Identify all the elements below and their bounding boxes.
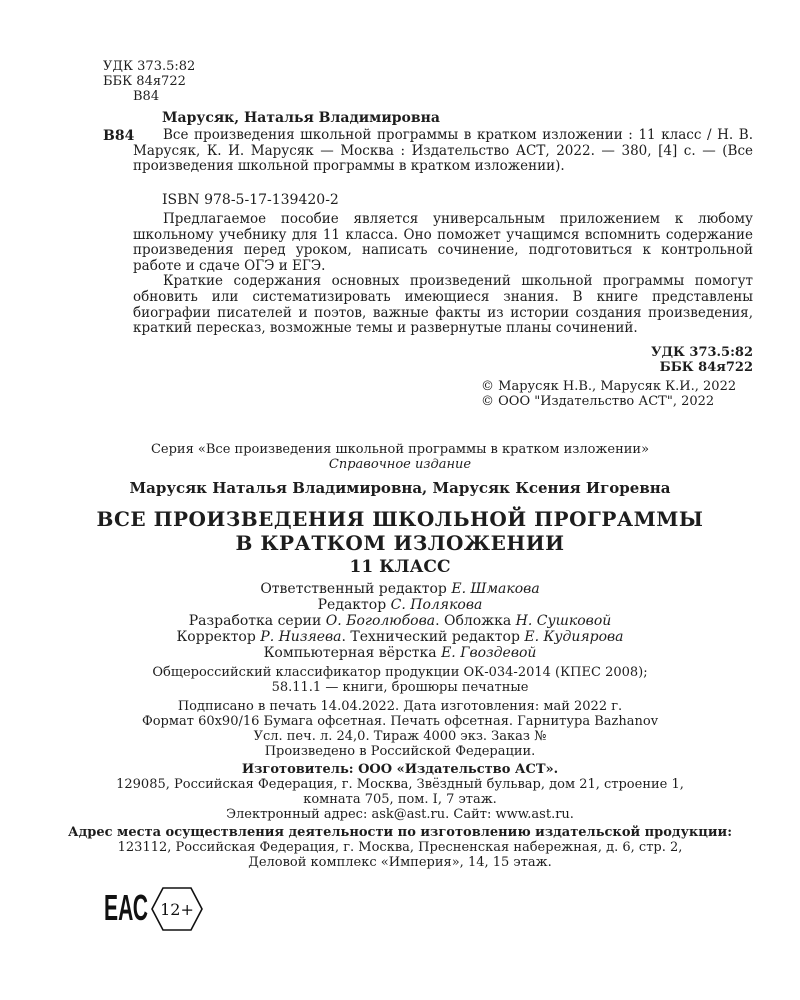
credit-name: Р. Низяева xyxy=(260,629,342,645)
eac-logo-text: ЕАС xyxy=(104,887,148,925)
credit-name: Е. Шмакова xyxy=(451,581,540,597)
catalog-author: Марусяк, Наталья Владимировна xyxy=(162,110,440,126)
abstract-paragraph-1: Предлагаемое пособие является универсальным приложением к любому школьному учебнику для 11 класса. Оно поможет учащимся вспомнить содержание произведения перед уроком, написать сочинение, подготовиться к контрольной работе и сдаче ОГЭ и ЕГЭ. xyxy=(133,211,753,274)
book-title-line-1: ВСЕ ПРОИЗВЕДЕНИЯ ШКОЛЬНОЙ ПРОГРАММЫ xyxy=(96,507,704,531)
manufacturer-address-1: 129085, Российская Федерация, г. Москва, Звёздный бульвар, дом 21, строение 1, xyxy=(116,777,684,792)
udk-code-right: УДК 373.5:82 xyxy=(650,345,753,360)
credit-name: С. Полякова xyxy=(390,597,483,613)
age-rating-text: 12+ xyxy=(160,900,194,919)
imprint-authors: Марусяк Наталья Владимировна, Марусяк Ксения Игоревна xyxy=(129,479,671,497)
abstract-paragraph-2: Краткие содержания основных произведений школьной программы помогут обновить или систематизировать имеющиеся знания. В книге представлены биографии писателей и поэтов, важные факты из истории создания произведения, краткий пересказ, возможные темы и развернутые планы сочинений. xyxy=(133,273,753,337)
manufacturer-address-2: комната 705, пом. I, 7 этаж. xyxy=(303,792,497,807)
credit-role: Компьютерная вёрстка xyxy=(263,645,442,661)
print-line: Формат 60х90/16 Бумага офсетная. Печать офсетная. Гарнитура Bazhanov xyxy=(141,714,659,729)
description-text: Все произведения школьной программы в кратком изложении : 11 класс / Н. В. Марусяк, К. И. Марусяк — Москва : Издательство АСТ, 2022. — 380, [4] с. — (Все произведения школьной программы в кратком изложении). xyxy=(133,127,753,175)
classifier-line-1: Общероссийский классификатор продукции ОК-034-2014 (КПЕС 2008); xyxy=(152,665,648,680)
book-title-line-2: В КРАТКОМ ИЗЛОЖЕНИИ xyxy=(235,531,565,555)
credit-name: Н. Сушковой xyxy=(515,613,612,629)
credit-role: . Технический редактор xyxy=(341,629,525,645)
credit-series-cover xyxy=(0,613,800,630)
credit-name: Е. Гвоздевой xyxy=(441,645,537,661)
isbn: ISBN 978-5-17-139420-2 xyxy=(162,192,339,208)
credit-proof-tech xyxy=(0,629,800,646)
credit-role: Ответственный редактор xyxy=(260,581,452,597)
credit-name: О. Боголюбова xyxy=(325,613,436,629)
credit-role: Редактор xyxy=(317,597,391,613)
production-address-1: 123112, Российская Федерация, г. Москва, Пресненская набережная, д. 6, стр. 2, xyxy=(117,840,683,855)
copyright-publisher: © ООО "Издательство АСТ", 2022 xyxy=(481,394,715,409)
credit-role: Разработка серии xyxy=(188,613,326,629)
author-mark: В84 xyxy=(133,89,160,104)
age-rating-badge xyxy=(150,886,204,932)
abstract xyxy=(133,212,753,337)
series-line: Серия «Все произведения школьной программы в кратком изложении» xyxy=(150,442,650,457)
print-line: Произведено в Российской Федерации. xyxy=(264,744,536,759)
bbk-code-right: ББК 84я722 xyxy=(659,360,753,375)
credit-role: . Обложка xyxy=(435,613,516,629)
credit-editor xyxy=(0,597,800,614)
classifier-line-2: 58.11.1 — книги, брошюры печатные xyxy=(271,680,529,695)
eac-logo xyxy=(104,887,148,925)
bbk-code: ББК 84я722 xyxy=(103,74,186,89)
credit-name: Е. Кудиярова xyxy=(524,629,624,645)
edition-type: Справочное издание xyxy=(328,457,472,472)
production-label: Адрес места осуществления деятельности по изготовлению издательской продукции: xyxy=(67,825,732,840)
author-mark-2: В84 xyxy=(103,128,135,144)
production-address-2: Деловой комплекс «Империя», 14, 15 этаж. xyxy=(248,855,552,870)
contact-line: Электронный адрес: ask@ast.ru. Сайт: www.ast.ru. xyxy=(226,807,574,822)
copyright-authors: © Марусяк Н.В., Марусяк К.И., 2022 xyxy=(481,379,737,394)
credit-editor-in-charge xyxy=(0,581,800,598)
print-line: Подписано в печать 14.04.2022. Дата изготовления: май 2022 г. xyxy=(177,699,623,714)
grade-label: 11 КЛАСС xyxy=(349,557,451,577)
bibliographic-description xyxy=(133,128,753,175)
print-line: Усл. печ. л. 24,0. Тираж 4000 экз. Заказ № xyxy=(253,729,547,744)
credit-role: Корректор xyxy=(176,629,261,645)
credit-layout xyxy=(0,645,800,662)
manufacturer-label: Изготовитель: ООО «Издательство АСТ». xyxy=(241,762,559,777)
udk-code: УДК 373.5:82 xyxy=(103,59,196,74)
